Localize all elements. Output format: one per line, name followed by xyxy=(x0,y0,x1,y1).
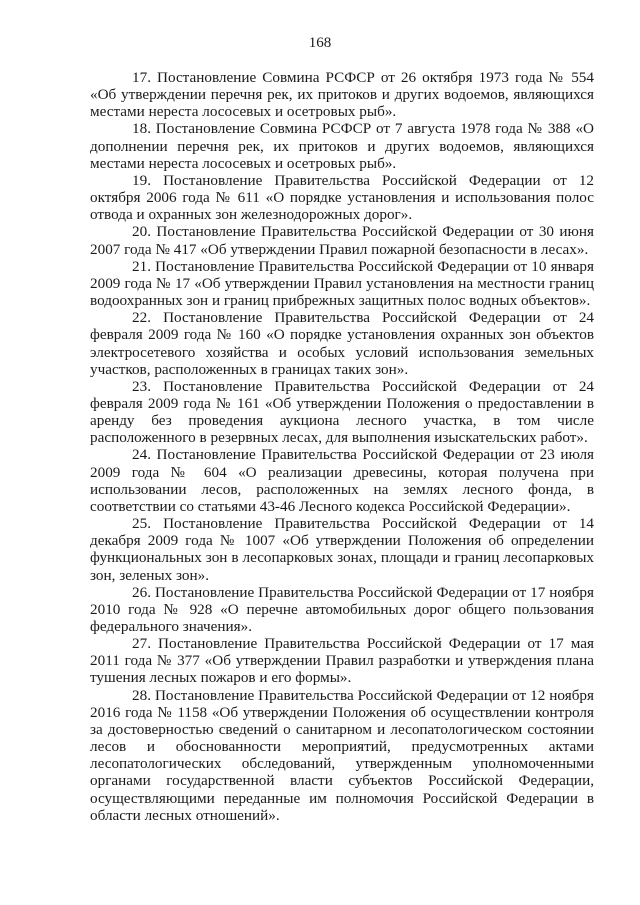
list-item xyxy=(90,635,594,686)
item-number: 19. xyxy=(132,171,151,189)
list-item xyxy=(90,584,594,635)
item-text: Постановление Правительства Российской Федерации от 17 мая 2011 года № 377 «Об утверждении Правил разработки и утверждения плана тушения лесных пожаров и его формы». xyxy=(90,635,595,687)
item-number: 22. xyxy=(132,309,151,327)
item-number: 17. xyxy=(132,69,151,86)
item-text: Постановление Совмина РСФСР от 26 октября 1973 года № 554 «Об утверждении перечня рек, их притоков и других водоемов, являющихся местами нереста лососевых и осетровых рыб». xyxy=(90,69,594,121)
list-item xyxy=(90,687,594,824)
list-item xyxy=(90,69,594,120)
item-number: 27. xyxy=(132,635,151,653)
item-text: Постановление Правительства Российской Федерации от 12 октября 2006 года № 611 «О порядке установления и использования полос отвода и охранных зон железнодорожных дорог». xyxy=(90,171,595,224)
item-number: 25. xyxy=(132,515,151,533)
item-text: Постановление Правительства Российской Федерации от 17 ноября 2010 года № 928 «О перечне автомобильных дорог общего пользования федерального значения». xyxy=(90,583,594,635)
page-number: 168 xyxy=(308,35,332,51)
item-number: 18. xyxy=(132,120,151,138)
list-item xyxy=(90,378,594,447)
item-text: Постановление Совмина РСФСР от 7 августа 1978 года № 388 «О дополнении перечня рек, их притоков и других водоемов, являющихся местами нереста лососевых и осетровых рыб». xyxy=(90,120,595,172)
item-number: 28. xyxy=(132,686,151,704)
item-number: 23. xyxy=(132,377,151,395)
list-item xyxy=(90,172,594,223)
item-number: 24. xyxy=(132,446,151,464)
list-item xyxy=(90,446,594,515)
list-item xyxy=(90,515,594,584)
item-text: Постановление Правительства Российской Федерации от 23 июля 2009 года № 604 «О реализации древесины, которая получена при использовании лесов, расположенных на землях лесного фонда, в соответствии со статьями 43-46 Лесного кодекса Российской Федерации». xyxy=(90,446,595,515)
list-item xyxy=(90,120,594,171)
list-item xyxy=(90,309,594,378)
list-item xyxy=(90,223,594,257)
item-text: Постановление Правительства Российской Федерации от 12 ноября 2016 года № 1158 «Об утверждении Положения об осуществлении контроля за достоверностью сведений о санитарном и лесопатологическом состоянии лесов и обоснованности мероприятий, предусмотренных актами лесопатологических обследований, утвержденным уполномоченными органами государственной власти субъектов Российской Федерации, осуществляющими переданные им полномочия Российской Федерации в области лесных отношений». xyxy=(90,686,594,824)
item-number: 21. xyxy=(132,257,151,275)
item-text: Постановление Правительства Российской Федерации от 24 февраля 2009 года № 160 «О порядке установления охранных зон объектов электросетевого хозяйства и особых условий использования земельных участков, расположенных в границах таких зон». xyxy=(90,309,595,378)
item-text: Постановление Правительства Российской Федерации от 10 января 2009 года № 17 «Об утверждении Правил установления на местности границ водоохранных зон и границ прибрежных защитных полос водных объектов». xyxy=(90,257,594,310)
document-body xyxy=(90,69,594,824)
item-text: Постановление Правительства Российской Федерации от 30 июня 2007 года № 417 «Об утверждении Правил пожарной безопасности в лесах». xyxy=(90,223,594,258)
item-number: 26. xyxy=(132,583,151,601)
item-text: Постановление Правительства Российской Федерации от 24 февраля 2009 года № 161 «Об утверждении Положения о предоставлении в аренду без проведения аукциона лесного участка, в том числе расположенного в резервных лесах, для выполнения изыскательских работ». xyxy=(90,377,595,447)
list-item xyxy=(90,258,594,309)
item-number: 20. xyxy=(132,223,151,241)
item-text: Постановление Правительства Российской Федерации от 14 декабря 2009 года № 1007 «Об утверждении Положения об определении функциональных зон в лесопарковых зонах, площади и границ лесопарковых зон, зеленых зон». xyxy=(90,515,595,584)
